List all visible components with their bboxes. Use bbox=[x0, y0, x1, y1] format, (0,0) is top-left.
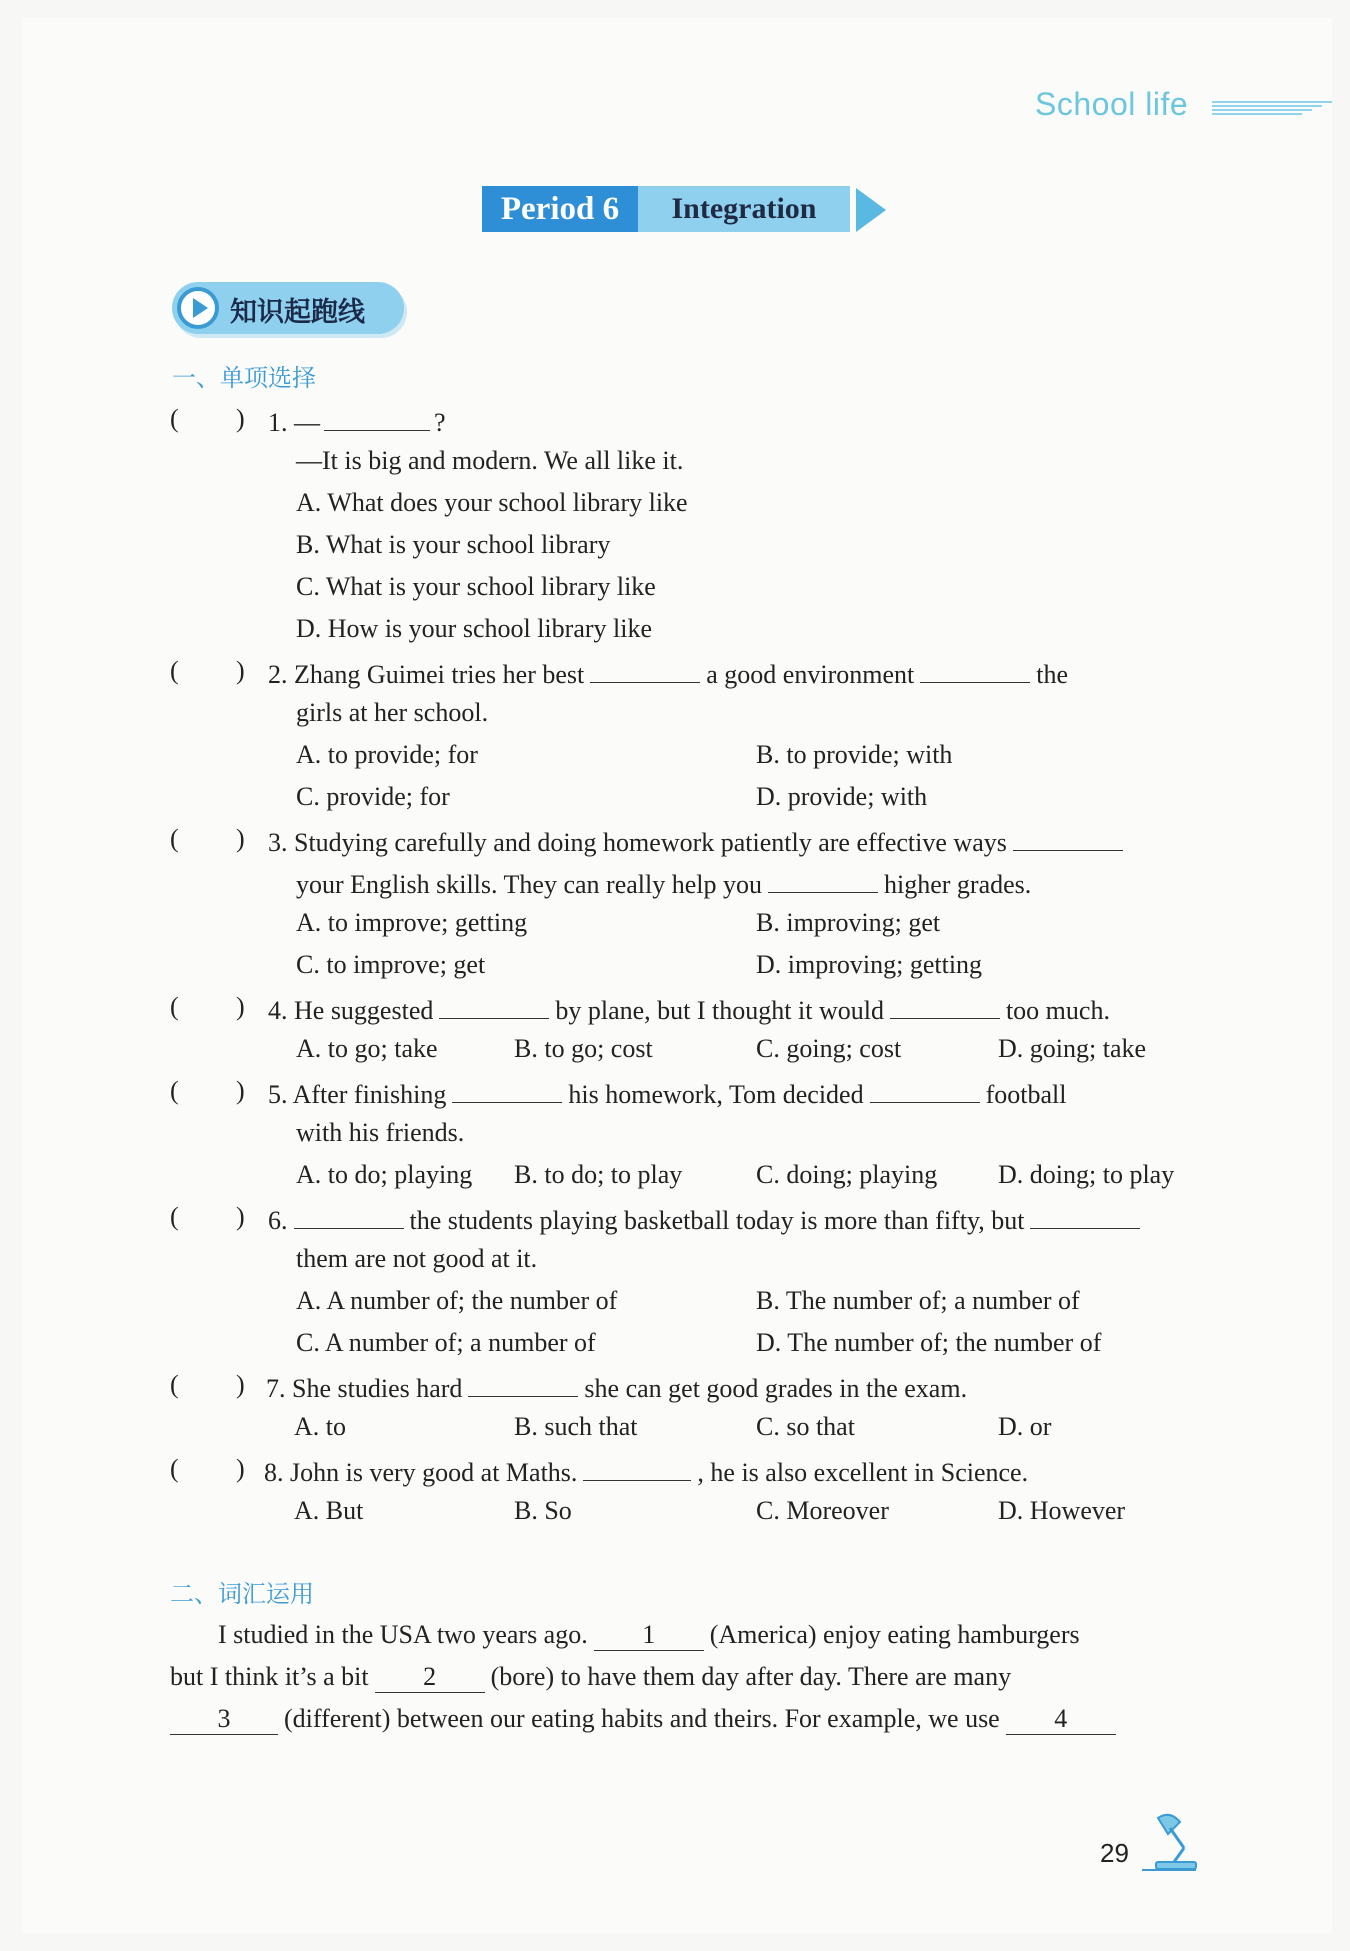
option-c: C. What is your school library like bbox=[296, 572, 656, 601]
option-c: C. going; cost bbox=[756, 1034, 902, 1063]
option-d: D. doing; to play bbox=[998, 1160, 1175, 1189]
answer-blank[interactable] bbox=[870, 1076, 980, 1103]
arrow-right-icon bbox=[856, 188, 886, 232]
section-heading-choice: 一、单项选择 bbox=[172, 364, 316, 392]
play-icon bbox=[176, 286, 220, 330]
question-8-part2: , he is also excellent in Science. bbox=[697, 1458, 1029, 1487]
option-a: A. A number of; the number of bbox=[296, 1286, 618, 1315]
option-d: D. However bbox=[998, 1496, 1126, 1525]
answer-paren-close: ) bbox=[236, 1202, 245, 1231]
answer-paren-close: ) bbox=[236, 656, 245, 685]
question-5-line2: with his friends. bbox=[296, 1118, 465, 1147]
question-2 bbox=[268, 656, 1068, 690]
passage-text: (bore) to have them day after day. There are many bbox=[490, 1662, 1012, 1691]
option-b: B. to provide; with bbox=[756, 740, 953, 769]
question-1-number: 1. — bbox=[268, 408, 320, 437]
answer-blank[interactable] bbox=[768, 866, 878, 893]
answer-blank[interactable] bbox=[1013, 824, 1123, 851]
option-d: D. or bbox=[998, 1412, 1052, 1441]
question-2-line2: girls at her school. bbox=[296, 698, 489, 727]
answer-paren-open: ( bbox=[170, 1454, 179, 1483]
option-b: B. to do; to play bbox=[514, 1160, 683, 1189]
answer-blank[interactable] bbox=[324, 404, 430, 431]
answer-paren-close: ) bbox=[236, 1370, 245, 1399]
question-7 bbox=[266, 1370, 967, 1404]
option-a: A. to bbox=[294, 1412, 346, 1441]
option-c: C. to improve; get bbox=[296, 950, 486, 979]
option-d: D. How is your school library like bbox=[296, 614, 653, 643]
option-d: D. improving; getting bbox=[756, 950, 983, 979]
running-header: School life bbox=[1035, 86, 1189, 122]
passage-text: I studied in the USA two years ago. bbox=[218, 1620, 588, 1649]
banner-title: 知识起跑线 bbox=[230, 297, 365, 328]
question-8 bbox=[264, 1454, 1028, 1488]
answer-paren-close: ) bbox=[236, 1454, 245, 1483]
option-c: C. A number of; a number of bbox=[296, 1328, 596, 1357]
page-number: 29 bbox=[1100, 1838, 1129, 1868]
option-a: A. to go; take bbox=[296, 1034, 438, 1063]
answer-paren-open: ( bbox=[170, 992, 179, 1021]
passage-text: (different) between our eating habits and theirs. For example, we use bbox=[284, 1704, 1000, 1733]
question-8-part1: 8. John is very good at Maths. bbox=[264, 1458, 578, 1487]
question-2-part1: 2. Zhang Guimei tries her best bbox=[268, 660, 585, 689]
question-6-part1: 6. bbox=[268, 1206, 288, 1235]
question-3-line2 bbox=[296, 866, 1031, 900]
answer-paren-open: ( bbox=[170, 1076, 179, 1105]
period-title: Integration bbox=[638, 186, 850, 232]
answer-blank[interactable] bbox=[468, 1370, 578, 1397]
option-c: C. Moreover bbox=[756, 1496, 889, 1525]
option-b: B. What is your school library bbox=[296, 530, 611, 559]
question-2-part3: the bbox=[1036, 660, 1068, 689]
question-4-part1: 4. He suggested bbox=[268, 996, 434, 1025]
option-a: A. to provide; for bbox=[296, 740, 478, 769]
option-b: B. improving; get bbox=[756, 908, 941, 937]
answer-paren-close: ) bbox=[236, 1076, 245, 1105]
question-1-reply: —It is big and modern. We all like it. bbox=[296, 446, 684, 475]
section-heading-vocabulary: 二、词汇运用 bbox=[170, 1580, 314, 1608]
answer-blank[interactable] bbox=[439, 992, 549, 1019]
answer-paren-close: ) bbox=[236, 992, 245, 1021]
blank-2[interactable]: 2 bbox=[375, 1662, 485, 1693]
question-2-part2: a good environment bbox=[706, 660, 915, 689]
option-b: B. The number of; a number of bbox=[756, 1286, 1080, 1315]
answer-paren-open: ( bbox=[170, 404, 179, 433]
answer-blank[interactable] bbox=[583, 1454, 691, 1481]
option-b: B. So bbox=[514, 1496, 572, 1525]
question-3-part2: your English skills. They can really help you bbox=[296, 870, 762, 899]
question-7-part1: 7. She studies hard bbox=[266, 1374, 463, 1403]
question-3-part1: 3. Studying carefully and doing homework patiently are effective ways bbox=[268, 828, 1007, 857]
option-a: A. What does your school library like bbox=[296, 488, 688, 517]
blank-3[interactable]: 3 bbox=[170, 1704, 278, 1735]
passage-text: (America) enjoy eating hamburgers bbox=[709, 1620, 1080, 1649]
question-4-part3: too much. bbox=[1005, 996, 1110, 1025]
question-5-part2: his homework, Tom decided bbox=[568, 1080, 864, 1109]
question-6-part2: the students playing basketball today is more than fifty, but bbox=[409, 1206, 1025, 1235]
option-c: C. provide; for bbox=[296, 782, 450, 811]
option-c: C. doing; playing bbox=[756, 1160, 938, 1189]
option-d: D. going; take bbox=[998, 1034, 1147, 1063]
option-c: C. so that bbox=[756, 1412, 855, 1441]
question-4-part2: by plane, but I thought it would bbox=[555, 996, 884, 1025]
answer-paren-close: ) bbox=[236, 824, 245, 853]
option-b: B. to go; cost bbox=[514, 1034, 653, 1063]
answer-blank[interactable] bbox=[890, 992, 1000, 1019]
answer-paren-open: ( bbox=[170, 1370, 179, 1399]
option-d: D. provide; with bbox=[756, 782, 928, 811]
header-stripes-decoration bbox=[1212, 100, 1332, 116]
answer-paren-open: ( bbox=[170, 1202, 179, 1231]
question-3 bbox=[268, 824, 1129, 858]
question-4 bbox=[268, 992, 1110, 1026]
option-d: D. The number of; the number of bbox=[756, 1328, 1102, 1357]
passage-line-1 bbox=[218, 1620, 1080, 1651]
option-a: A. to do; playing bbox=[296, 1160, 473, 1189]
answer-blank[interactable] bbox=[294, 1202, 404, 1229]
question-5 bbox=[268, 1076, 1066, 1110]
question-6 bbox=[268, 1202, 1146, 1236]
answer-blank[interactable] bbox=[1030, 1202, 1140, 1229]
option-a: A. to improve; getting bbox=[296, 908, 528, 937]
answer-blank[interactable] bbox=[920, 656, 1030, 683]
question-7-part2: she can get good grades in the exam. bbox=[584, 1374, 968, 1403]
question-1-tail: ? bbox=[434, 408, 446, 437]
blank-1[interactable]: 1 bbox=[594, 1620, 704, 1651]
passage-line-2 bbox=[170, 1662, 1011, 1693]
question-5-part1: 5. After finishing bbox=[268, 1080, 447, 1109]
question-5-part3: football bbox=[985, 1080, 1067, 1109]
option-b: B. such that bbox=[514, 1412, 638, 1441]
passage-text: but I think it’s a bit bbox=[170, 1662, 369, 1691]
question-1 bbox=[268, 404, 446, 438]
period-label: Period 6 bbox=[482, 186, 638, 232]
answer-paren-close: ) bbox=[236, 404, 245, 433]
blank-4[interactable]: 4 bbox=[1006, 1704, 1116, 1735]
answer-paren-open: ( bbox=[170, 824, 179, 853]
question-3-part3: higher grades. bbox=[884, 870, 1032, 899]
answer-blank[interactable] bbox=[590, 656, 700, 683]
answer-paren-open: ( bbox=[170, 656, 179, 685]
desk-lamp-icon bbox=[1140, 1812, 1198, 1872]
question-6-line2: them are not good at it. bbox=[296, 1244, 538, 1273]
passage-line-3 bbox=[170, 1704, 1122, 1735]
option-a: A. But bbox=[294, 1496, 364, 1525]
answer-blank[interactable] bbox=[452, 1076, 562, 1103]
